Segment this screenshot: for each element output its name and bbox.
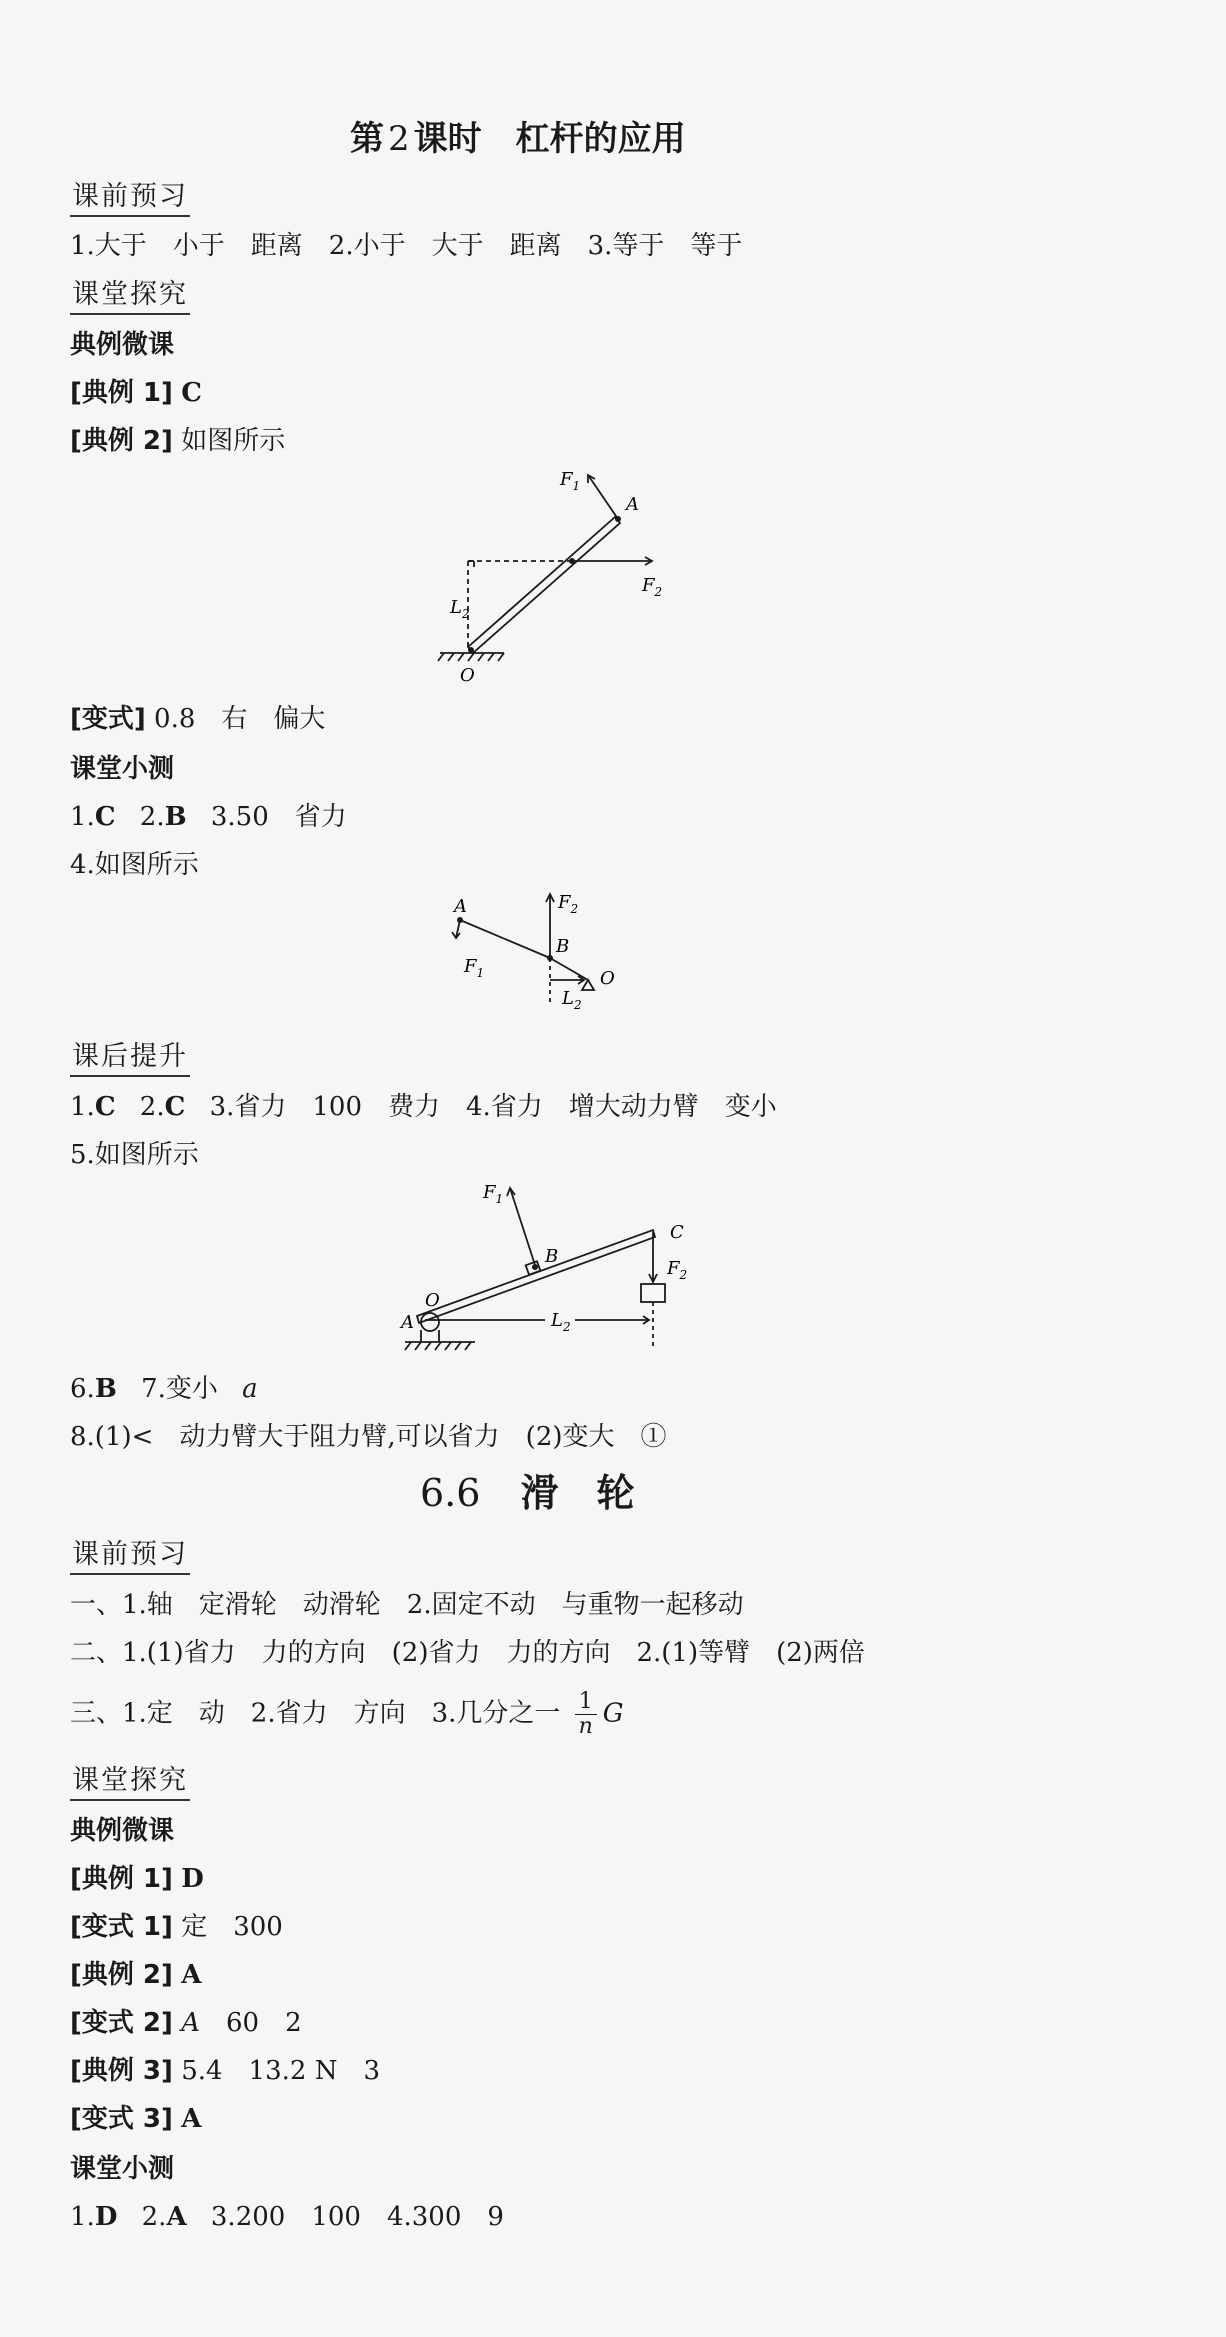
fig3-label-b: B (545, 1246, 559, 1267)
pulley-variant-2 (70, 2006, 302, 2040)
a1-num: 1. (70, 1092, 95, 1122)
pulley-subsection-examples: 典例微课 (70, 1816, 175, 1846)
example-1-tag: [典例 1] (70, 378, 173, 408)
a6-num: 6. (70, 1374, 95, 1404)
fig2-label-b: B (556, 936, 570, 957)
frac-num: 1 (575, 1690, 597, 1715)
section-6-6-num: 6.6 (420, 1471, 481, 1515)
pq-rest: 3.200 100 4.300 9 (210, 2202, 504, 2232)
pe3-answer: 5.4 13.2 N 3 (181, 2056, 380, 2086)
example-1-answer: C (181, 378, 202, 408)
pulley-section-preview: 课前预习 (70, 1538, 190, 1575)
fig3-point-b (532, 1264, 538, 1270)
section-6-6-name: 滑 轮 (520, 1470, 635, 1515)
label-l2: $L_2$ (450, 597, 470, 621)
pulley-example-2 (70, 1958, 201, 1992)
label-o: O (460, 665, 475, 686)
pv2-tag: [变式 2] (70, 2008, 173, 2038)
pulley-pre-1: 一、1.轴 定滑轮 动滑轮 2.固定不动 与重物一起移动 (70, 1590, 744, 1620)
a3-rest: 3.省力 100 费力 4.省力 增大动力臂 变小 (209, 1092, 777, 1122)
example-2-tag: [典例 2] (70, 426, 173, 456)
after-line-4: 8.(1)< 动力臂大于阻力臂,可以省力 (2)变大 ① (70, 1422, 667, 1452)
after-line-1 (70, 1090, 777, 1124)
pq2-answer: A (166, 2202, 187, 2232)
after-line-3 (70, 1372, 258, 1406)
quiz-line-2: 4.如图所示 (70, 850, 199, 880)
pq1-answer: D (94, 2202, 118, 2232)
preview-answers: 1.大于 小于 距离 2.小于 大于 距离 3.等于 等于 (70, 231, 743, 261)
label-f1: $F_1$ (560, 469, 581, 493)
pulley-pre-3-text: 三、1.定 动 2.省力 方向 3.几分之一 (70, 1698, 561, 1729)
pulley-pre-2: 二、1.(1)省力 力的方向 (2)省力 力的方向 2.(1)等臂 (2)两倍 (70, 1638, 865, 1668)
a7-symbol: a (242, 1374, 258, 1404)
section-6-6-title (420, 1472, 634, 1514)
fig2-label-f1: $F_1$ (464, 956, 485, 980)
fig3-label-f2: $F_2$ (667, 1258, 688, 1282)
fig3-label-c: C (670, 1222, 684, 1243)
pulley-pre-3 (70, 1690, 623, 1739)
example-1 (70, 376, 202, 410)
q1-num: 1. (70, 802, 95, 832)
pv2-answer-italic: A (181, 2008, 200, 2038)
fig2-label-o: O (600, 968, 615, 989)
fraction-1-over-n (575, 1690, 597, 1739)
fig3-label-a: A (401, 1312, 414, 1333)
pv3-tag: [变式 3] (70, 2104, 173, 2134)
frac-den: n (578, 1714, 593, 1739)
pulley-section-explore: 课堂探究 (70, 1764, 190, 1801)
label-a: A (626, 494, 639, 515)
example-2-answer: 如图所示 (181, 426, 286, 456)
pv1-tag: [变式 1] (70, 1912, 173, 1942)
point-a-dot (615, 516, 621, 522)
pq1-num: 1. (70, 2202, 95, 2232)
fig3-label-l2: $L_2$ (551, 1310, 571, 1334)
variant (70, 702, 325, 736)
section-quiz: 课堂小测 (70, 754, 175, 784)
fig3-label-f1: $F_1$ (483, 1182, 504, 1206)
q1-answer: C (94, 802, 116, 832)
section-preview: 课前预习 (70, 180, 190, 217)
pe1-tag: [典例 1] (70, 1864, 173, 1894)
quiz-line-1 (70, 800, 347, 834)
pulley-section-quiz: 课堂小测 (70, 2154, 175, 2184)
fig2-point-a (457, 917, 463, 923)
title-name: 杠杆的应用 (515, 119, 686, 159)
pv2-answer: 60 2 (225, 2008, 302, 2038)
label-f2: $F_2$ (642, 575, 663, 599)
pulley-variant-3 (70, 2102, 201, 2136)
pv1-answer: 定 300 (181, 1912, 283, 1942)
figure-lever-1 (420, 455, 680, 685)
figure-lever-2 (440, 880, 640, 1010)
fig2-label-f2: $F_2$ (558, 892, 579, 916)
section-after: 课后提升 (70, 1040, 190, 1077)
figure-lever-3 (395, 1170, 705, 1360)
after-line-2: 5.如图所示 (70, 1140, 199, 1170)
fig2-label-l2: $L_2$ (562, 988, 582, 1012)
a2-num: 2. (139, 1092, 165, 1122)
a1-answer: C (94, 1092, 116, 1122)
pe3-tag: [典例 3] (70, 2056, 173, 2086)
example-2 (70, 424, 285, 458)
pulley-example-1 (70, 1862, 204, 1896)
a7-answer: 7.变小 (141, 1374, 218, 1404)
title-prefix: 第 (350, 119, 384, 159)
point-center-dot (569, 558, 575, 564)
variant-answer: 0.8 右 偏大 (154, 704, 326, 734)
frac-g: G (602, 1698, 624, 1729)
pe1-answer: D (181, 1864, 204, 1894)
q2-num: 2. (139, 802, 165, 832)
pulley-quiz-line (70, 2200, 504, 2234)
fig3-label-o: O (425, 1290, 440, 1311)
pe2-answer: A (181, 1960, 202, 1990)
q2-answer: B (164, 802, 187, 832)
a2-answer: C (164, 1092, 186, 1122)
pq2-num: 2. (141, 2202, 167, 2232)
lesson-title (350, 118, 686, 160)
point-o-dot (468, 647, 474, 653)
fig2-point-b (547, 955, 553, 961)
q3-answer: 3.50 省力 (210, 802, 347, 832)
subsection-examples: 典例微课 (70, 330, 175, 360)
variant-tag: [变式] (70, 704, 146, 734)
pulley-variant-1 (70, 1910, 283, 1944)
pulley-example-3 (70, 2054, 380, 2088)
section-explore: 课堂探究 (70, 278, 190, 315)
title-mid: 课时 (413, 119, 482, 159)
pe2-tag: [典例 2] (70, 1960, 173, 1990)
pv3-answer: A (181, 2104, 202, 2134)
title-num: 2 (388, 119, 410, 159)
a6-answer: B (94, 1374, 117, 1404)
fig2-label-a: A (454, 896, 467, 917)
